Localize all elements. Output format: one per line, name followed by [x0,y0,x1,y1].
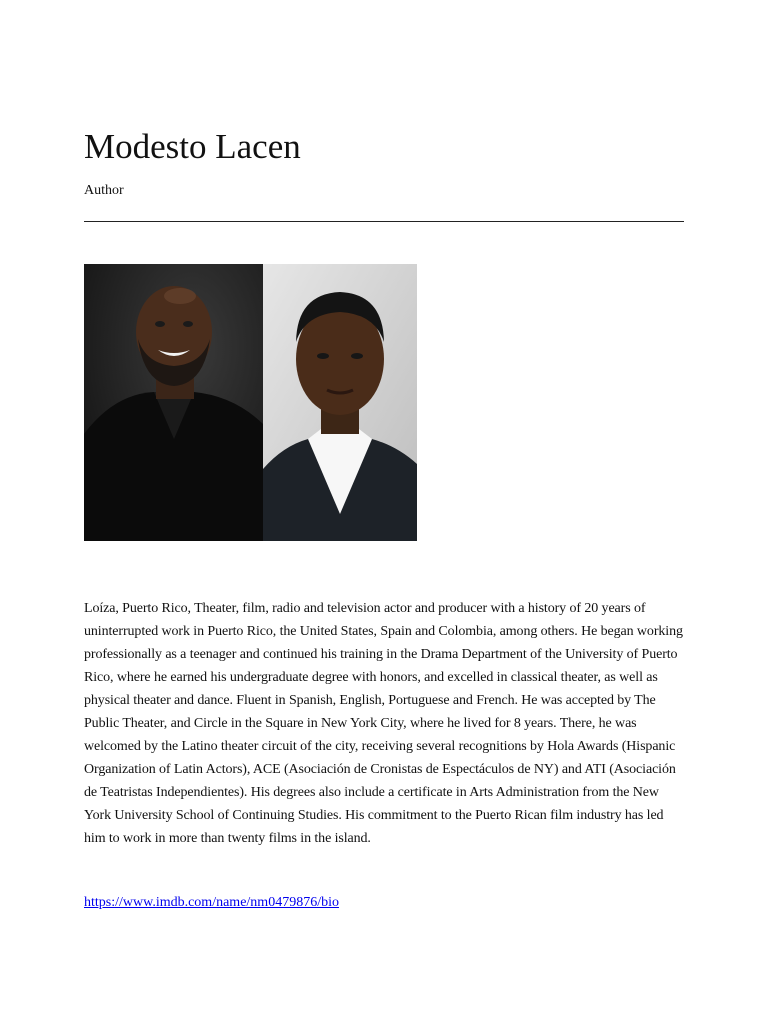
portrait-left-image [84,264,263,541]
author-photo-left [84,264,263,541]
author-role: Author [84,183,124,198]
author-bio: Loíza, Puerto Rico, Theater, film, radio and television actor and producer with a history of 20 years of uninterrupted work in Puerto Rico, the United States, Spain and Colombia, among others. He began working professionally as a teenager and continued his training in the Drama Department of the University of Puerto Rico, where he earned his undergraduate degree with honors, and excelled in classical theater, as well as physical theater and dance. Fluent in Spanish, English, Portuguese and French. He was accepted by The Public Theater, and Circle in the Square in New York City, where he lived for 8 years. There, he was welcomed by the Latino theater circuit of the city, receiving several recognitions by Hola Awards (Hispanic Organization of Latin Actors), ACE (Asociación de Cronistas de Espectáculos de NY) and ATI (Asociación de Teatristas Independientes). His degrees also include a certificate in Arts Administration from the New York University School of Continuing Studies. His commitment to the Puerto Rican film industry has led him to work in more than twenty films in the island. [84,601,683,846]
portrait-right-image [263,264,417,541]
page-title: Modesto Lacen [84,127,301,166]
imdb-link[interactable]: https://www.imdb.com/name/nm0479876/bio [84,895,339,910]
author-photo-right [263,264,417,541]
author-photos [84,264,417,541]
divider [84,221,684,222]
